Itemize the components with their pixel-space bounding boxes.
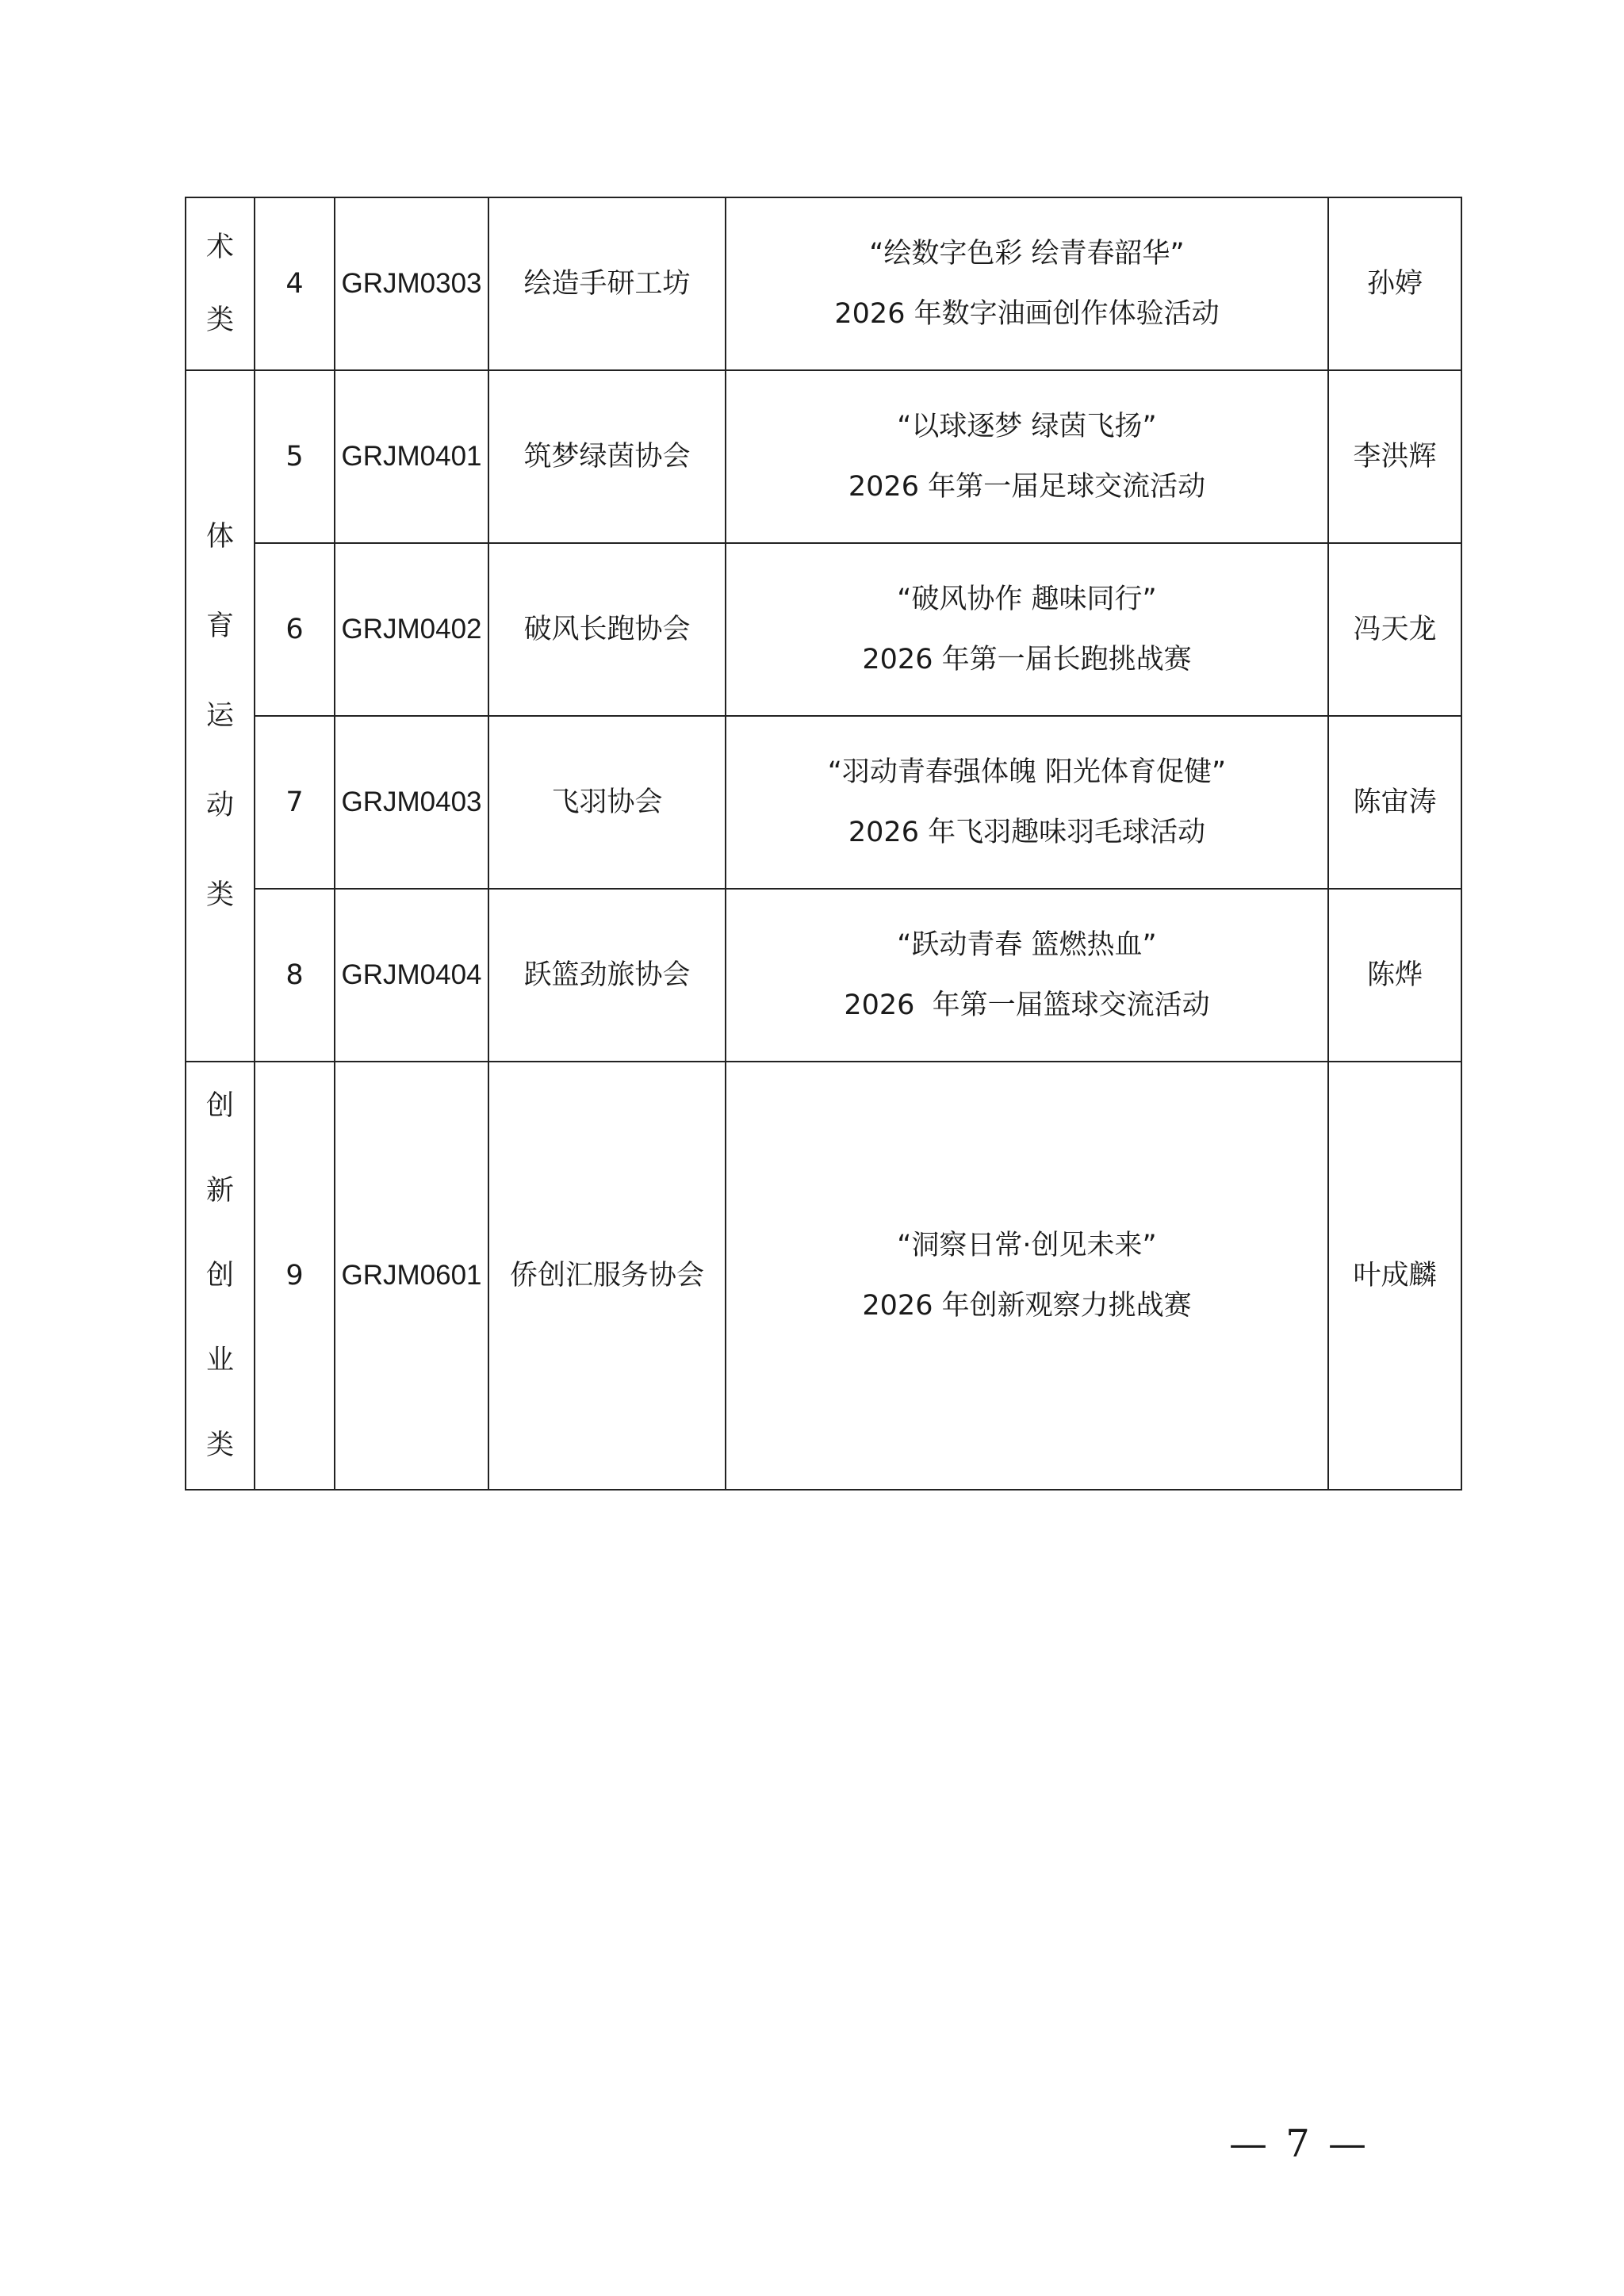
category-cell-innovation — [186, 1062, 255, 1490]
category-char: 术 — [205, 231, 234, 263]
activity-title: “羽动青春强体魄 阳光体育促健” — [827, 756, 1227, 788]
table-row — [186, 889, 1461, 1062]
row-number: 9 — [255, 1062, 335, 1490]
table-row — [186, 1062, 1461, 1490]
category-char: 创 — [205, 1259, 234, 1292]
org-code: GRJM0401 — [335, 370, 488, 543]
row-number: 8 — [255, 889, 335, 1062]
activity-cell — [726, 889, 1328, 1062]
category-char: 类 — [205, 304, 234, 336]
table-row — [186, 197, 1461, 370]
activity-title: “以球逐梦 绿茵飞扬” — [897, 411, 1157, 442]
leader-name: 叶成麟 — [1328, 1062, 1461, 1490]
org-name: 侨创汇服务协会 — [488, 1062, 726, 1490]
activity-cell — [726, 370, 1328, 543]
row-number: 7 — [255, 716, 335, 889]
activity-subtitle: 2026 年第一届足球交流活动 — [848, 471, 1206, 503]
org-name: 飞羽协会 — [488, 716, 726, 889]
activity-cell — [726, 543, 1328, 716]
activity-subtitle: 2026 年第一届篮球交流活动 — [844, 989, 1210, 1021]
table-row — [186, 543, 1461, 716]
org-code: GRJM0601 — [335, 1062, 488, 1490]
org-code: GRJM0303 — [335, 197, 488, 370]
leader-name: 孙婷 — [1328, 197, 1461, 370]
row-number: 4 — [255, 197, 335, 370]
category-cell-sports — [186, 370, 255, 1062]
leader-name: 冯天龙 — [1328, 543, 1461, 716]
category-char: 类 — [205, 878, 234, 911]
row-number: 6 — [255, 543, 335, 716]
category-char: 新 — [205, 1174, 234, 1207]
activity-title: “洞察日常·创见未来” — [897, 1230, 1157, 1261]
table-row — [186, 716, 1461, 889]
activity-subtitle: 2026 年数字油画创作体验活动 — [834, 298, 1220, 330]
page-number: — 7 — — [1229, 2122, 1370, 2166]
activity-subtitle: 2026 年飞羽趣味羽毛球活动 — [848, 817, 1206, 848]
category-char: 育 — [205, 610, 234, 642]
org-name: 跃篮劲旅协会 — [488, 889, 726, 1062]
org-name: 绘造手研工坊 — [488, 197, 726, 370]
category-char: 运 — [205, 699, 234, 732]
activity-subtitle: 2026 年第一届长跑挑战赛 — [862, 644, 1192, 675]
org-code: GRJM0402 — [335, 543, 488, 716]
activity-title: “破风协作 趣味同行” — [897, 584, 1157, 615]
activity-title: “跃动青春 篮燃热血” — [897, 929, 1157, 961]
table-row — [186, 370, 1461, 543]
activity-cell — [726, 716, 1328, 889]
leader-name: 陈宙涛 — [1328, 716, 1461, 889]
activity-cell — [726, 197, 1328, 370]
category-char: 体 — [205, 520, 234, 553]
row-number: 5 — [255, 370, 335, 543]
category-char: 创 — [205, 1089, 234, 1122]
category-char: 业 — [205, 1344, 234, 1376]
org-name: 筑梦绿茵协会 — [488, 370, 726, 543]
org-code: GRJM0404 — [335, 889, 488, 1062]
category-char: 动 — [205, 789, 234, 821]
org-code: GRJM0403 — [335, 716, 488, 889]
activity-table — [185, 197, 1462, 1490]
leader-name: 李洪辉 — [1328, 370, 1461, 543]
org-name: 破风长跑协会 — [488, 543, 726, 716]
category-cell-art — [186, 197, 255, 370]
activity-cell — [726, 1062, 1328, 1490]
activity-subtitle: 2026 年创新观察力挑战赛 — [862, 1290, 1192, 1322]
leader-name: 陈烨 — [1328, 889, 1461, 1062]
category-char: 类 — [205, 1429, 234, 1461]
activity-title: “绘数字色彩 绘青春韶华” — [869, 238, 1185, 270]
